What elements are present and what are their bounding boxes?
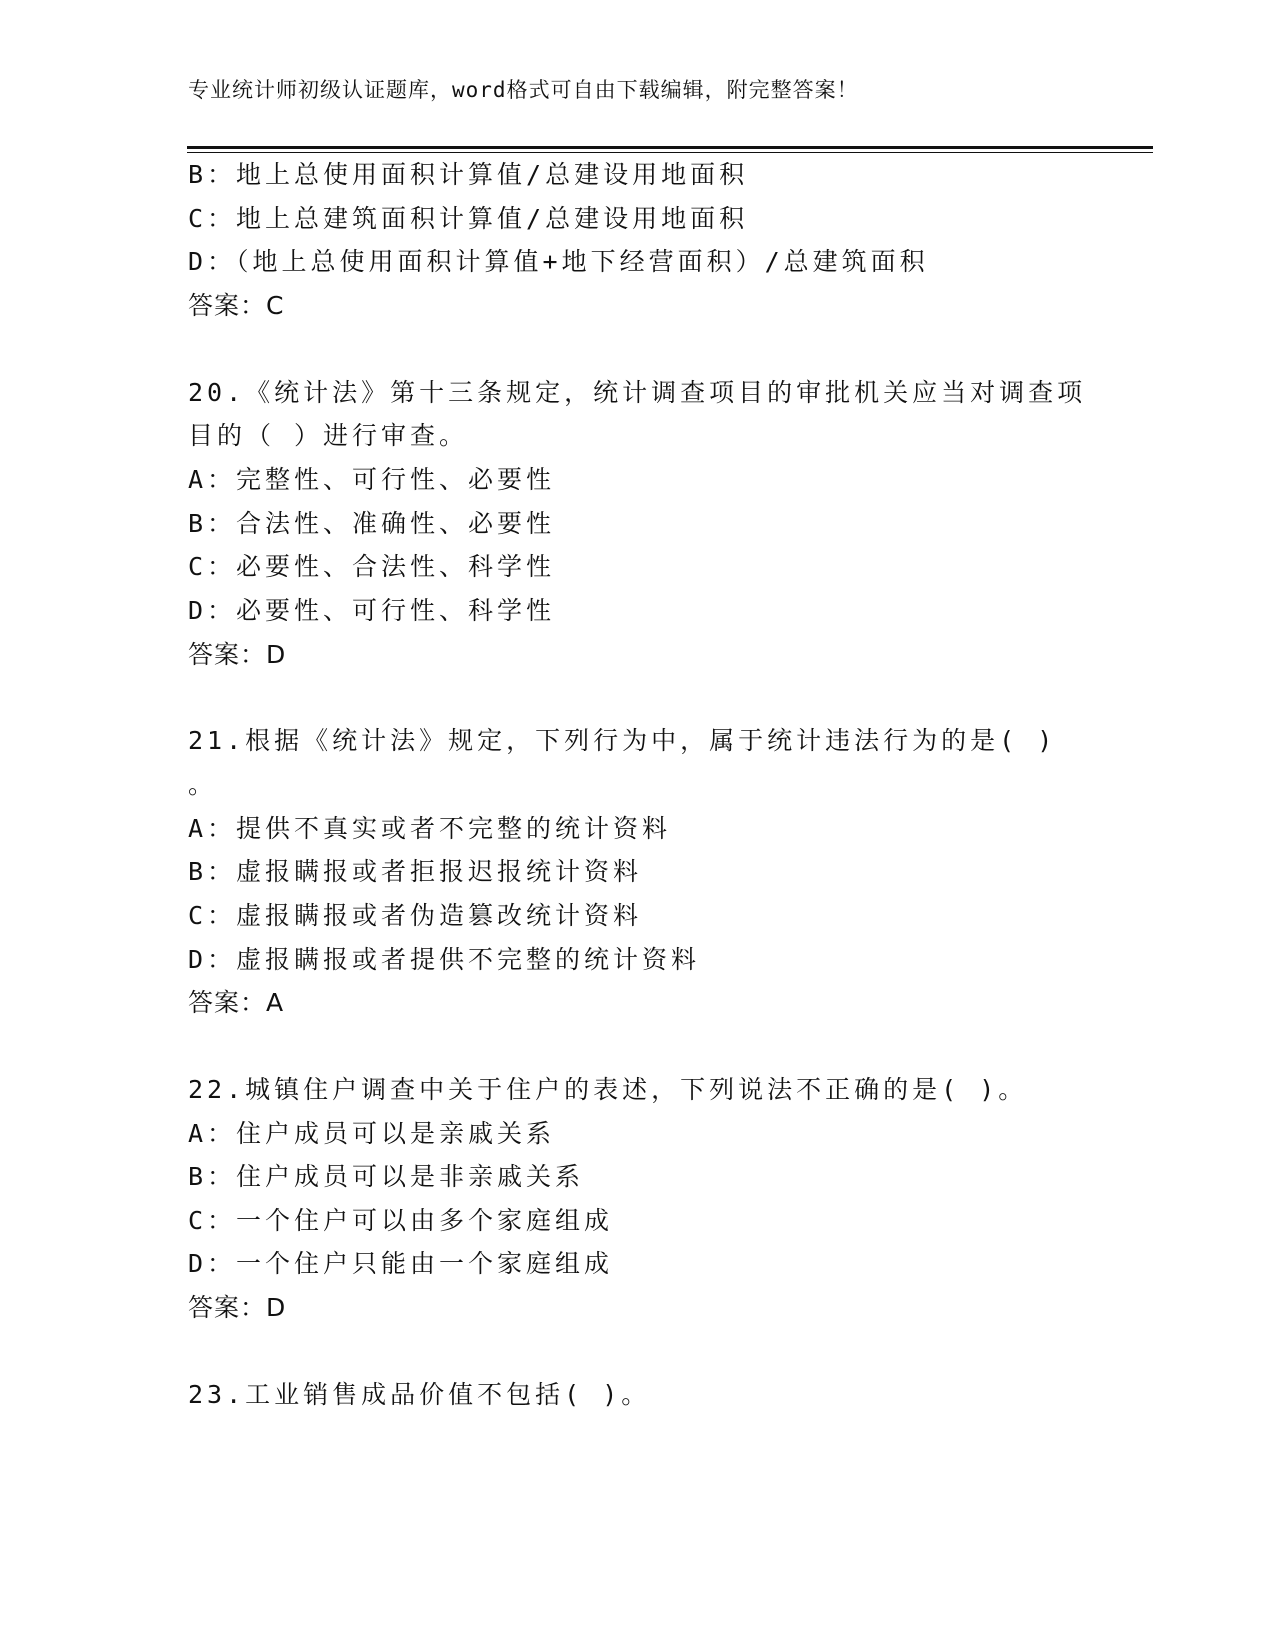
option-b: B：地上总使用面积计算值/总建设用地面积	[188, 160, 749, 189]
question-22-option-a: A：住户成员可以是亲戚关系	[188, 1119, 556, 1148]
question-20-option-b: B：合法性、准确性、必要性	[188, 509, 556, 538]
question-21-option-c: C：虚报瞒报或者伪造篡改统计资料	[188, 901, 643, 930]
question-21-option-a: A：提供不真实或者不完整的统计资料	[188, 814, 672, 843]
header-rule-thick	[187, 146, 1153, 149]
question-21-option-b: B：虚报瞒报或者拒报迟报统计资料	[188, 857, 643, 886]
question-22-answer: 答案：D	[188, 1293, 287, 1322]
question-20-option-c: C：必要性、合法性、科学性	[188, 552, 556, 581]
question-21-stem-line-2: 。	[188, 770, 218, 799]
question-23-stem-line-1: 23.工业销售成品价值不包括( )。	[188, 1380, 651, 1409]
question-22-option-b: B：住户成员可以是非亲戚关系	[188, 1162, 585, 1191]
question-21-answer: 答案：A	[188, 988, 285, 1017]
option-c: C：地上总建筑面积计算值/总建设用地面积	[188, 204, 749, 233]
question-21-stem-line-1: 21.根据《统计法》规定，下列行为中，属于统计违法行为的是( )	[188, 726, 1057, 755]
header-rule-thin	[187, 152, 1153, 153]
question-20-option-a: A：完整性、可行性、必要性	[188, 465, 556, 494]
page-header: 专业统计师初级认证题库，word格式可自由下载编辑，附完整答案！	[188, 78, 859, 102]
question-20-stem-line-1: 20.《统计法》第十三条规定，统计调查项目的审批机关应当对调查项	[188, 378, 1087, 407]
question-22-option-d: D：一个住户只能由一个家庭组成	[188, 1249, 614, 1278]
question-20-stem-line-2: 目的（ ）进行审查。	[188, 421, 469, 450]
question-22-option-c: C：一个住户可以由多个家庭组成	[188, 1206, 614, 1235]
answer-line: 答案：C	[188, 291, 285, 320]
question-21-option-d: D：虚报瞒报或者提供不完整的统计资料	[188, 945, 701, 974]
question-22-stem-line-1: 22.城镇住户调查中关于住户的表述，下列说法不正确的是( )。	[188, 1075, 1028, 1104]
question-20-answer: 答案：D	[188, 640, 287, 669]
option-d: D：（地上总使用面积计算值+地下经营面积）/总建筑面积	[188, 247, 929, 276]
question-20-option-d: D：必要性、可行性、科学性	[188, 596, 556, 625]
